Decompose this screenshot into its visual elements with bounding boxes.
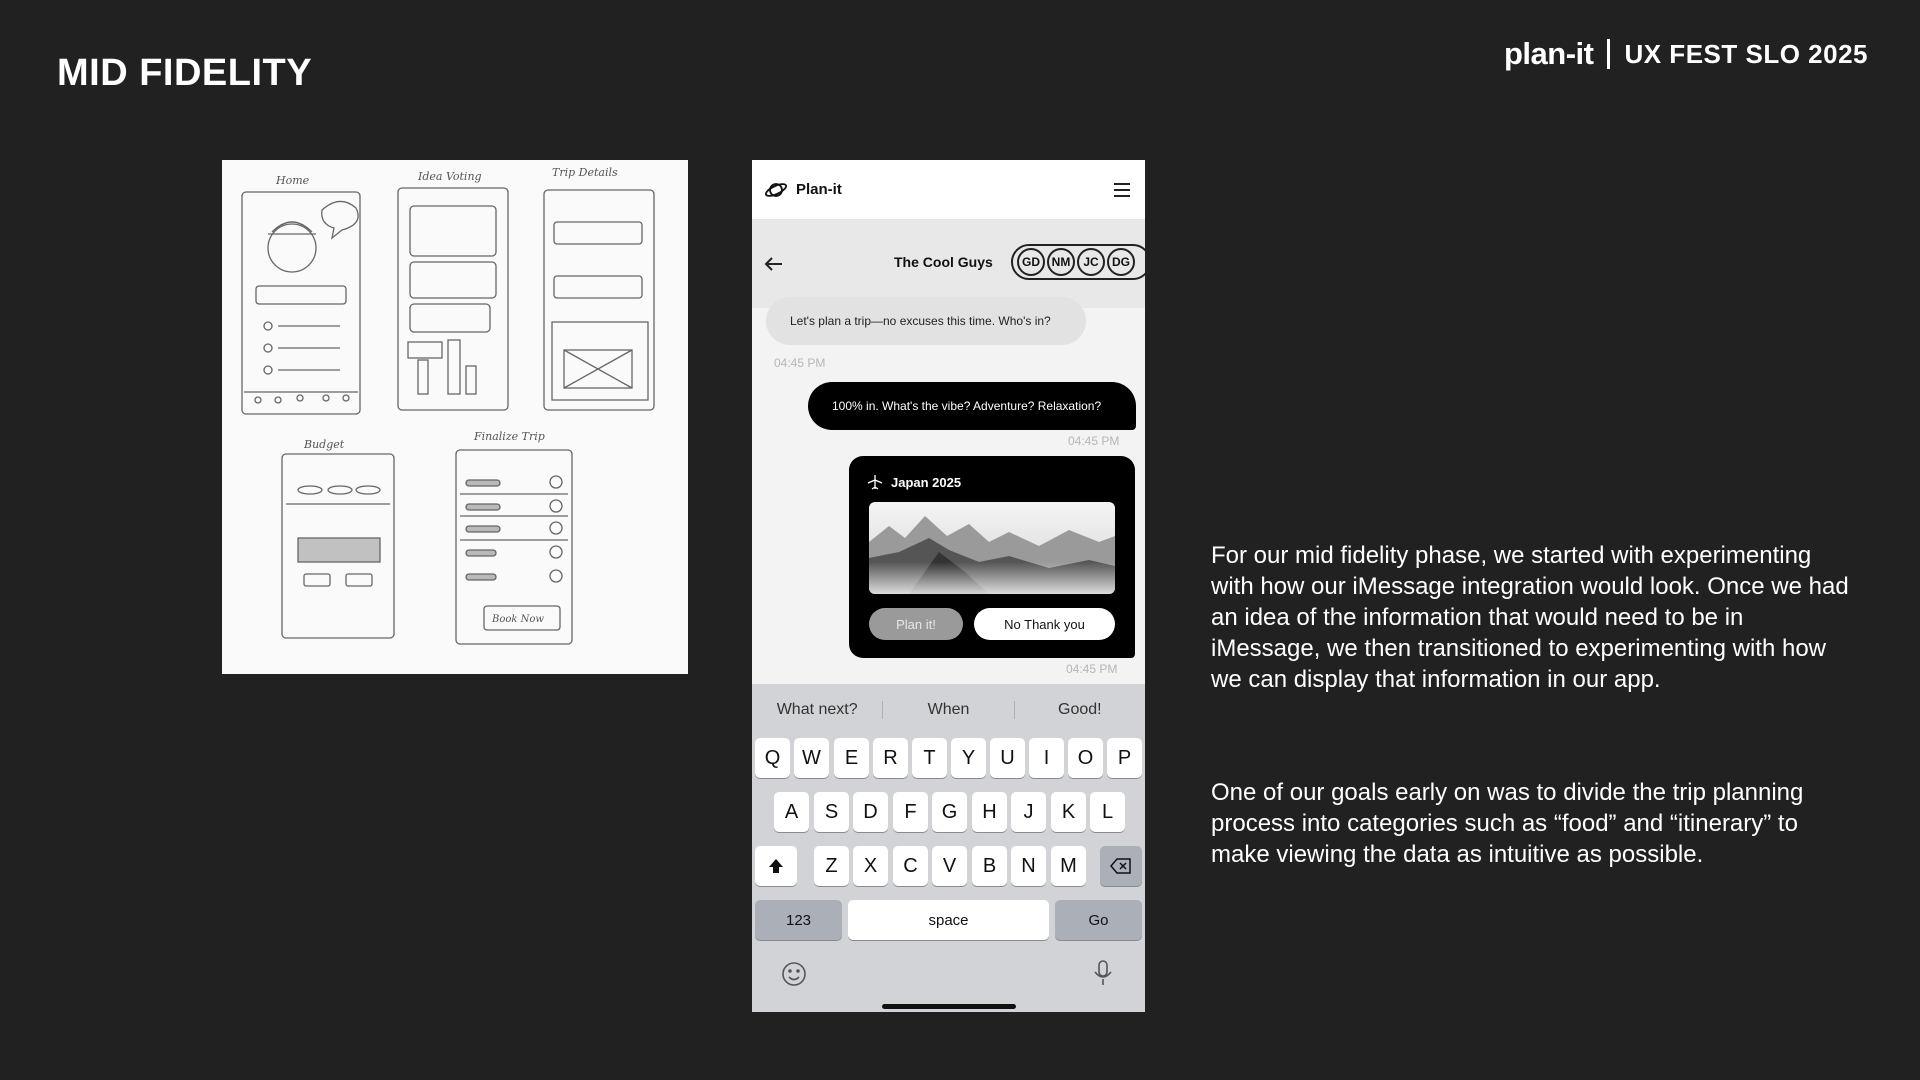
- key-b[interactable]: B: [972, 846, 1007, 886]
- hamburger-menu-icon[interactable]: [1111, 179, 1133, 201]
- sketch-book-now: Book Now: [492, 614, 544, 625]
- microphone-icon[interactable]: [1089, 958, 1117, 988]
- key-c[interactable]: C: [893, 846, 928, 886]
- chat-header: [752, 220, 1145, 308]
- description-paragraph-2: One of our goals early on was to divide the trip planning process into categories such as “food” and “itinerary” to make viewing the data as intuitive as possible.: [1211, 779, 1804, 868]
- brand-header: [1504, 36, 1868, 72]
- key-u[interactable]: U: [990, 738, 1025, 778]
- suggestion-when[interactable]: When: [883, 701, 1014, 719]
- brand-divider: [1607, 39, 1610, 69]
- key-x[interactable]: X: [853, 846, 888, 886]
- airplane-icon: [867, 474, 883, 490]
- mountain-landscape-image: [869, 502, 1115, 594]
- trip-card-header: [867, 474, 961, 490]
- onscreen-keyboard: [752, 684, 1145, 1012]
- incoming-message: Let's plan a trip—no excuses this time. Who's in?: [766, 297, 1086, 345]
- home-indicator: [882, 1004, 1016, 1009]
- trip-card-title: Japan 2025: [891, 474, 962, 490]
- outgoing-message: 100% in. What's the vibe? Adventure? Relaxation?: [808, 382, 1136, 430]
- avatar[interactable]: DG: [1107, 248, 1135, 276]
- sketch-label-home: Home: [276, 174, 310, 187]
- space-key[interactable]: space: [848, 900, 1049, 940]
- plan-it-button[interactable]: Plan it!: [869, 608, 963, 640]
- backspace-key[interactable]: [1100, 846, 1142, 886]
- key-z[interactable]: Z: [814, 846, 849, 886]
- key-i[interactable]: I: [1029, 738, 1064, 778]
- avatar[interactable]: GD: [1017, 248, 1045, 276]
- key-g[interactable]: G: [932, 792, 967, 832]
- key-w[interactable]: W: [794, 738, 829, 778]
- sketch-label-idea-voting: Idea Voting: [418, 170, 482, 183]
- key-p[interactable]: P: [1107, 738, 1142, 778]
- key-k[interactable]: K: [1051, 792, 1086, 832]
- message-timestamp: 04:45 PM: [1066, 662, 1118, 676]
- key-q[interactable]: Q: [755, 738, 790, 778]
- message-timestamp: 04:45 PM: [1068, 434, 1120, 448]
- backspace-icon: [1110, 858, 1132, 874]
- sketch-label-budget: Budget: [304, 438, 345, 451]
- app-bar: [752, 160, 1145, 220]
- message-timestamp: 04:45 PM: [774, 356, 826, 370]
- numbers-key[interactable]: 123: [755, 900, 842, 940]
- key-l[interactable]: L: [1090, 792, 1125, 832]
- key-h[interactable]: H: [972, 792, 1007, 832]
- key-y[interactable]: Y: [951, 738, 986, 778]
- go-key[interactable]: Go: [1055, 900, 1142, 940]
- shift-key[interactable]: [755, 846, 797, 886]
- key-o[interactable]: O: [1068, 738, 1103, 778]
- no-thank-you-button[interactable]: No Thank you: [974, 608, 1115, 640]
- brand-logo: plan-it: [1503, 36, 1594, 71]
- key-a[interactable]: A: [774, 792, 809, 832]
- avatar[interactable]: JC: [1077, 248, 1105, 276]
- back-arrow-icon[interactable]: [762, 252, 786, 276]
- sketch-label-finalize-trip: Finalize Trip: [474, 430, 545, 443]
- description-paragraph-1: For our mid fidelity phase, we started with experimenting with how our iMessage integration would look. Once we had an idea of the information that would need to be in iMessage, we then transitioned to experimenting with how we can display that information in our app.: [1211, 542, 1849, 693]
- avatar[interactable]: NM: [1047, 248, 1075, 276]
- predictive-text-bar: [752, 684, 1145, 736]
- planet-icon: [764, 178, 788, 202]
- key-d[interactable]: D: [853, 792, 888, 832]
- group-name: The Cool Guys: [894, 254, 993, 270]
- key-r[interactable]: R: [873, 738, 908, 778]
- key-j[interactable]: J: [1011, 792, 1046, 832]
- member-avatars[interactable]: [1011, 244, 1145, 280]
- event-name: UX FEST SLO 2025: [1624, 38, 1868, 69]
- emoji-icon[interactable]: [780, 960, 808, 988]
- key-m[interactable]: M: [1051, 846, 1086, 886]
- key-t[interactable]: T: [912, 738, 947, 778]
- app-name: Plan-it: [796, 181, 842, 198]
- suggestion-good[interactable]: Good!: [1058, 701, 1102, 718]
- key-v[interactable]: V: [932, 846, 967, 886]
- key-n[interactable]: N: [1011, 846, 1046, 886]
- key-f[interactable]: F: [893, 792, 928, 832]
- phone-mockup: [752, 160, 1145, 1012]
- suggestion-what-next[interactable]: What next?: [752, 701, 883, 719]
- sketch-label-trip-details: Trip Details: [552, 166, 618, 179]
- trip-card: [849, 456, 1135, 658]
- slide-title: MID FIDELITY: [57, 52, 313, 94]
- key-e[interactable]: E: [834, 738, 869, 778]
- shift-arrow-icon: [767, 857, 785, 875]
- wireframe-sketches-image: [222, 160, 688, 674]
- key-s[interactable]: S: [814, 792, 849, 832]
